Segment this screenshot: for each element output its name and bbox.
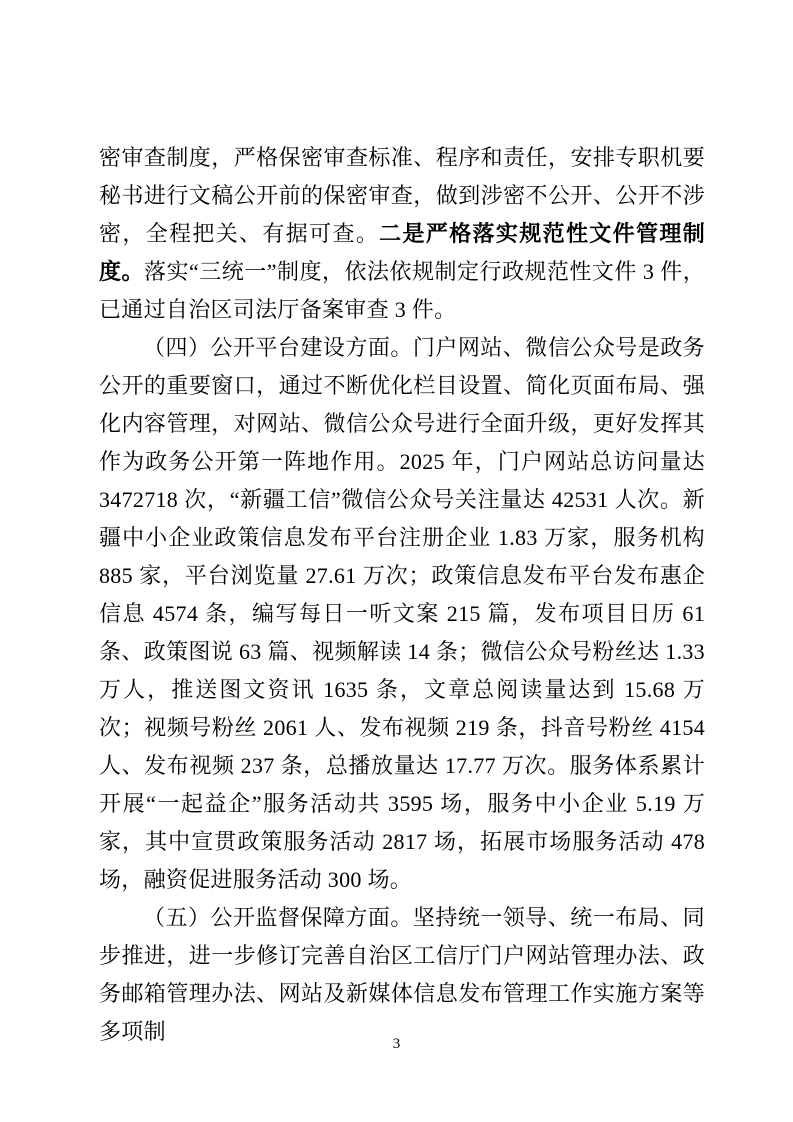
page-number: 3 xyxy=(392,1036,401,1052)
text-run: 落实“三统一”制度，依法依规制定行政规范性文件 3 件，已通过自治区司法厅备案审查 3 件。 xyxy=(99,259,705,322)
text-run: （四）公开平台建设方面。门户网站、微信公众号是政务公开的重要窗口，通过不断优化栏目设置、简化页面布局、强化内容管理，对网站、微信公众号进行全面升级，更好发挥其作为政务公开第一阵地作用。2025 年，门户网站总访问量达 3472718 次，“新疆工信”微信公众号关注量达 42531 人次。新疆中小企业政策信息发布平台注册企业 1.83 万家，服务机构 885 家，平台浏览量 27.61 万次；政策信息发布平台发布惠企信息 4574 条，编写每日一听文案 215 篇，发布项目日历 61 条、政策图说 63 篇、视频解读 14 条；微信公众号粉丝达 1.33 万人，推送图文资讯 1635 条，文章总阅读量达到 15.68 万次；视频号粉丝 2061 人、发布视频 219 条，抖音号粉丝 4154 人、发布视频 237 条，总播放量达 17.77 万次。服务体系累计开展“一起益企”服务活动共 3595 场，服务中小企业 5.19 万家，其中宣贯政策服务活动 2817 场，拓展市场服务活动 478 场，融资促进服务活动 300 场。 xyxy=(99,335,705,892)
paragraph xyxy=(99,139,705,329)
text-run: （五）公开监督保障方面。坚持统一领导、统一布局、同步推进，进一步修订完善自治区工信厅门户网站管理办法、政务邮箱管理办法、网站及新媒体信息发布管理工作实施方案等多项制 xyxy=(99,905,705,1044)
bold-text-run: 二是严格落实规范性文件管理制度。 xyxy=(99,221,705,284)
document-body xyxy=(99,139,705,1051)
paragraph xyxy=(99,899,705,1051)
paragraph xyxy=(99,329,705,899)
text-run: 密审查制度，严格保密审查标准、程序和责任，安排专职机要秘书进行文稿公开前的保密审查，做到涉密不公开、公开不涉密，全程把关、有据可查。 xyxy=(99,145,705,246)
